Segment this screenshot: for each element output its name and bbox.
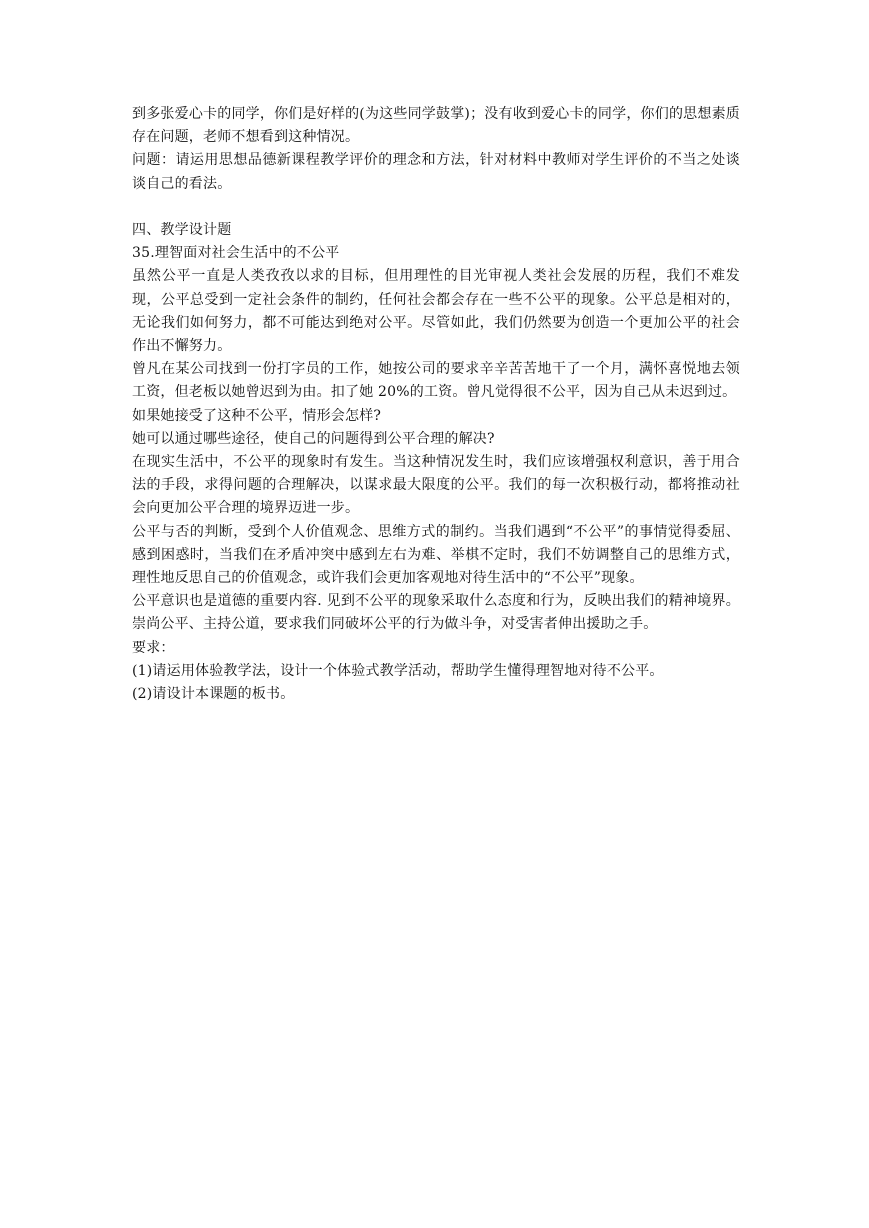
section-heading: 四、教学设计题 xyxy=(132,222,232,238)
requirement-2: (2)请设计本课题的板书。 xyxy=(132,686,295,703)
question-title: 35.理智面对社会生活中的不公平 xyxy=(132,245,340,262)
requirement-1: (1)请运用体验教学法，设计一个体验式教学活动，帮助学生懂得理智地对待不公平。 xyxy=(132,662,664,679)
document-page xyxy=(132,103,740,706)
blank-line xyxy=(132,196,740,219)
paragraph-case-question-2: 她可以通过哪些途径，使自己的问题得到公平合理的解决? xyxy=(132,430,495,447)
paragraph-case-question-1: 如果她接受了这种不公平，情形会怎样? xyxy=(132,407,382,424)
paragraph-moral: 公平意识也是道德的重要内容. 见到不公平的现象采取什么态度和行为，反映出我们的精神境界。崇尚公平、主持公道，要求我们同破坏公平的行为做斗争，对受害者伸出援助之手。 xyxy=(132,593,740,633)
paragraph-case-story: 曾凡在某公司找到一份打字员的工作，她按公司的要求辛辛苦苦地干了一个月，满怀喜悦地去领工资，但老板以她曾迟到为由。扣了她 20%的工资。曾凡觉得很不公平，因为自己从未迟到过。 xyxy=(132,361,740,401)
paragraph-rights-awareness: 在现实生活中，不公平的现象时有发生。当这种情况发生时，我们应该增强权利意识，善于用合法的手段，求得问题的合理解决，以谋求最大限度的公平。我们的每一次积极行动，都将推动社会向更加公平合理的境界迈进一步。 xyxy=(132,454,740,517)
paragraph-judgment: 公平与否的判断，受到个人价值观念、思维方式的制约。当我们遇到“不公平”的事情觉得委屈、感到困惑时，当我们在矛盾冲突中感到左右为难、举棋不定时，我们不妨调整自己的思维方式，理性地反思自己的价值观念，或许我们会更加客观地对待生活中的“不公平”现象。 xyxy=(132,523,740,587)
paragraph-fairness-intro: 虽然公平一直是人类孜孜以求的目标，但用理性的目光审视人类社会发展的历程，我们不难发现，公平总受到一定社会条件的制约，任何社会都会存在一些不公平的现象。公平总是相对的，无论我们如何努力，都不可能达到绝对公平。尽管如此，我们仍然要为创造一个更加公平的社会作出不懈努力。 xyxy=(132,268,740,355)
question-prompt: 问题：请运用思想品德新课程教学评价的理念和方法，针对材料中教师对学生评价的不当之处谈谈自己的看法。 xyxy=(132,152,740,192)
requirements-label: 要求： xyxy=(132,639,175,656)
material-continuation: 到多张爱心卡的同学，你们是好样的(为这些同学鼓掌)；没有收到爱心卡的同学，你们的思想素质存在问题，老师不想看到这种情况。 xyxy=(132,106,740,146)
